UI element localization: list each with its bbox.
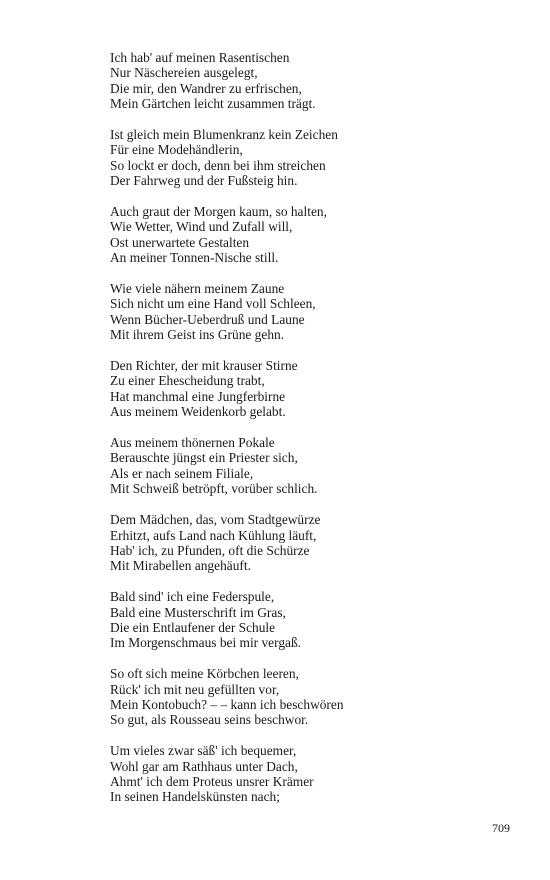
verse-line: Der Fahrweg und der Fußsteig hin. bbox=[110, 173, 298, 189]
verse-line: Sich nicht um eine Hand voll Schleen, bbox=[110, 296, 316, 312]
stanza bbox=[110, 743, 510, 805]
verse-line: An meiner Tonnen-Nische still. bbox=[110, 250, 279, 266]
verse-line: In seinen Handelskünsten nach; bbox=[110, 789, 280, 805]
verse-line: Die mir, den Wandrer zu erfrischen, bbox=[110, 80, 302, 96]
verse-line: Dem Mädchen, das, vom Stadtgewürze bbox=[110, 512, 321, 528]
verse-line: Wenn Bücher-Ueberdruß und Laune bbox=[110, 311, 305, 327]
verse-line: Ahmt' ich dem Proteus unsrer Krämer bbox=[110, 773, 314, 789]
stanza bbox=[110, 358, 510, 420]
poem-text bbox=[110, 50, 510, 820]
stanza bbox=[110, 666, 510, 728]
stanza bbox=[110, 50, 510, 112]
verse-line: Zu einer Ehescheidung trabt, bbox=[110, 373, 265, 389]
verse-line: Hab' ich, zu Pfunden, oft die Schürze bbox=[110, 542, 310, 558]
stanza bbox=[110, 435, 510, 497]
stanza bbox=[110, 204, 510, 266]
verse-line: Für eine Modehändlerin, bbox=[110, 142, 243, 158]
verse-line: So oft sich meine Körbchen leeren, bbox=[110, 666, 299, 682]
verse-line: Im Morgenschmaus bei mir vergaß. bbox=[110, 635, 302, 651]
verse-line: Ist gleich mein Blumenkranz kein Zeichen bbox=[110, 127, 338, 143]
verse-line: Aus meinem thönernen Pokale bbox=[110, 435, 275, 451]
verse-line: Berauschte jüngst ein Priester sich, bbox=[110, 450, 298, 466]
verse-line: Bald sind' ich eine Federspule, bbox=[110, 589, 275, 605]
verse-line: Auch graut der Morgen kaum, so halten, bbox=[110, 204, 327, 220]
verse-line: Mein Gärtchen leicht zusammen trägt. bbox=[110, 96, 316, 112]
verse-line: Rück' ich mit neu gefüllten vor, bbox=[110, 681, 280, 697]
stanza bbox=[110, 281, 510, 343]
verse-line: Um vieles zwar säß' ich bequemer, bbox=[110, 743, 297, 759]
verse-line: Mit ihrem Geist ins Grüne gehn. bbox=[110, 327, 285, 343]
verse-line: Wie Wetter, Wind und Zufall will, bbox=[110, 219, 293, 235]
verse-line: Bald eine Musterschrift im Gras, bbox=[110, 604, 286, 620]
verse-line: Mit Mirabellen angehäuft. bbox=[110, 558, 251, 574]
verse-line: Ich hab' auf meinen Rasentischen bbox=[110, 50, 290, 65]
verse-line: Erhitzt, aufs Land nach Kühlung läuft, bbox=[110, 527, 317, 543]
verse-line: Ost unerwartete Gestalten bbox=[110, 234, 250, 250]
verse-line: Hat manchmal eine Jungferbirne bbox=[110, 388, 286, 404]
verse-line: So lockt er doch, denn bei ihm streichen bbox=[110, 157, 326, 173]
verse-line: Die ein Entlaufener der Schule bbox=[110, 619, 276, 635]
stanza bbox=[110, 512, 510, 574]
verse-line: So gut, als Rousseau seins beschwor. bbox=[110, 712, 309, 728]
verse-line: Den Richter, der mit krauser Stirne bbox=[110, 358, 298, 374]
stanza bbox=[110, 127, 510, 189]
stanza bbox=[110, 589, 510, 651]
verse-line: Als er nach seinem Filiale, bbox=[110, 465, 254, 481]
verse-line: Wie viele nähern meinem Zaune bbox=[110, 281, 285, 297]
verse-line: Wohl gar am Rathhaus unter Dach, bbox=[110, 758, 298, 774]
verse-line: Aus meinem Weidenkorb gelabt. bbox=[110, 404, 286, 420]
verse-line: Nur Näschereien ausgelegt, bbox=[110, 65, 258, 81]
verse-line: Mein Kontobuch? – – kann ich beschwören bbox=[110, 696, 344, 712]
page-number: 709 bbox=[492, 821, 510, 835]
verse-line: Mit Schweiß betröpft, vorüber schlich. bbox=[110, 481, 318, 497]
